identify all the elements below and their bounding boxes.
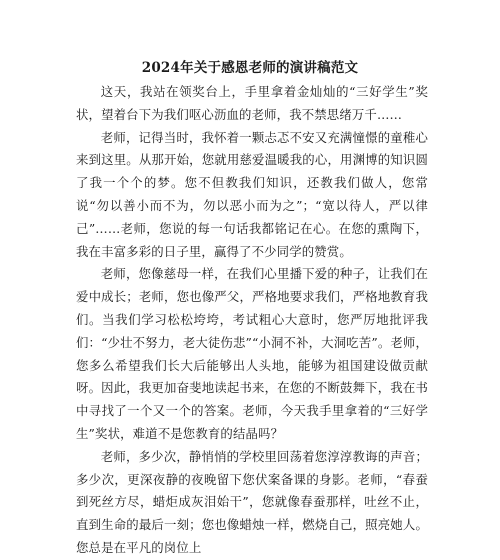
- paragraph-4: 老师，多少次，静悄悄的学校里回荡着您淳淳教诲的声音；多少次，更深夜静的夜晚留下您伏案备课的身影。老师，“春蚕到死丝方尽，蜡炬成灰泪始干”，您就像春蚕那样，吐丝不止，直到生命的最后一刻；您也像蜡烛一样，燃烧自己，照亮她人。您总是在平凡的岗位上: [76, 448, 428, 555]
- document-title: 2024年关于感恩老师的演讲稿范文: [141, 60, 359, 76]
- paragraph-3: 老师，您像慈母一样，在我们心里播下爱的种子，让我们在爱中成长；老师，您也像严父，严格地要求我们，严格地教育我们。当我们学习松松垮垮，考试粗心大意时，您严厉地批评我们：“少壮不努力，老大徒伤悲”“小洞不补，大洞吃苦”。老师，您多么希望我们长大后能够出人头地，能够为祖国建设做贡献呀。因此，我更加奋斐地读起书来，在您的不断鼓舞下，我在书中寻找了一个又一个的答案。老师，今天我手里拿着的“三好学生”奖状，难道不是您教育的结晶吗？: [76, 266, 428, 441]
- paragraph-2: 老师，记得当时，我怀着一颗忐忑不安又充满憧憬的童稚心来到这里。从那开始，您就用慈爱温暖我的心，用渊博的知识圆了我一个个的梦。您不但教我们知识，还教我们做人，您常说“勿以善小而不为，勿以恶小而为之”；“宽以待人，严以律己”……老师，您说的每一句话我都铭记在心。在您的熏陶下，我在丰富多彩的日子里，赢得了不少同学的赞赏。: [76, 129, 428, 259]
- paragraph-1: 这天，我站在领奖台上，手里拿着金灿灿的“三好学生”奖状，望着台下为我们呕心沥血的老师，我不禁思绪万千……: [76, 84, 428, 122]
- document-body: [76, 81, 428, 560]
